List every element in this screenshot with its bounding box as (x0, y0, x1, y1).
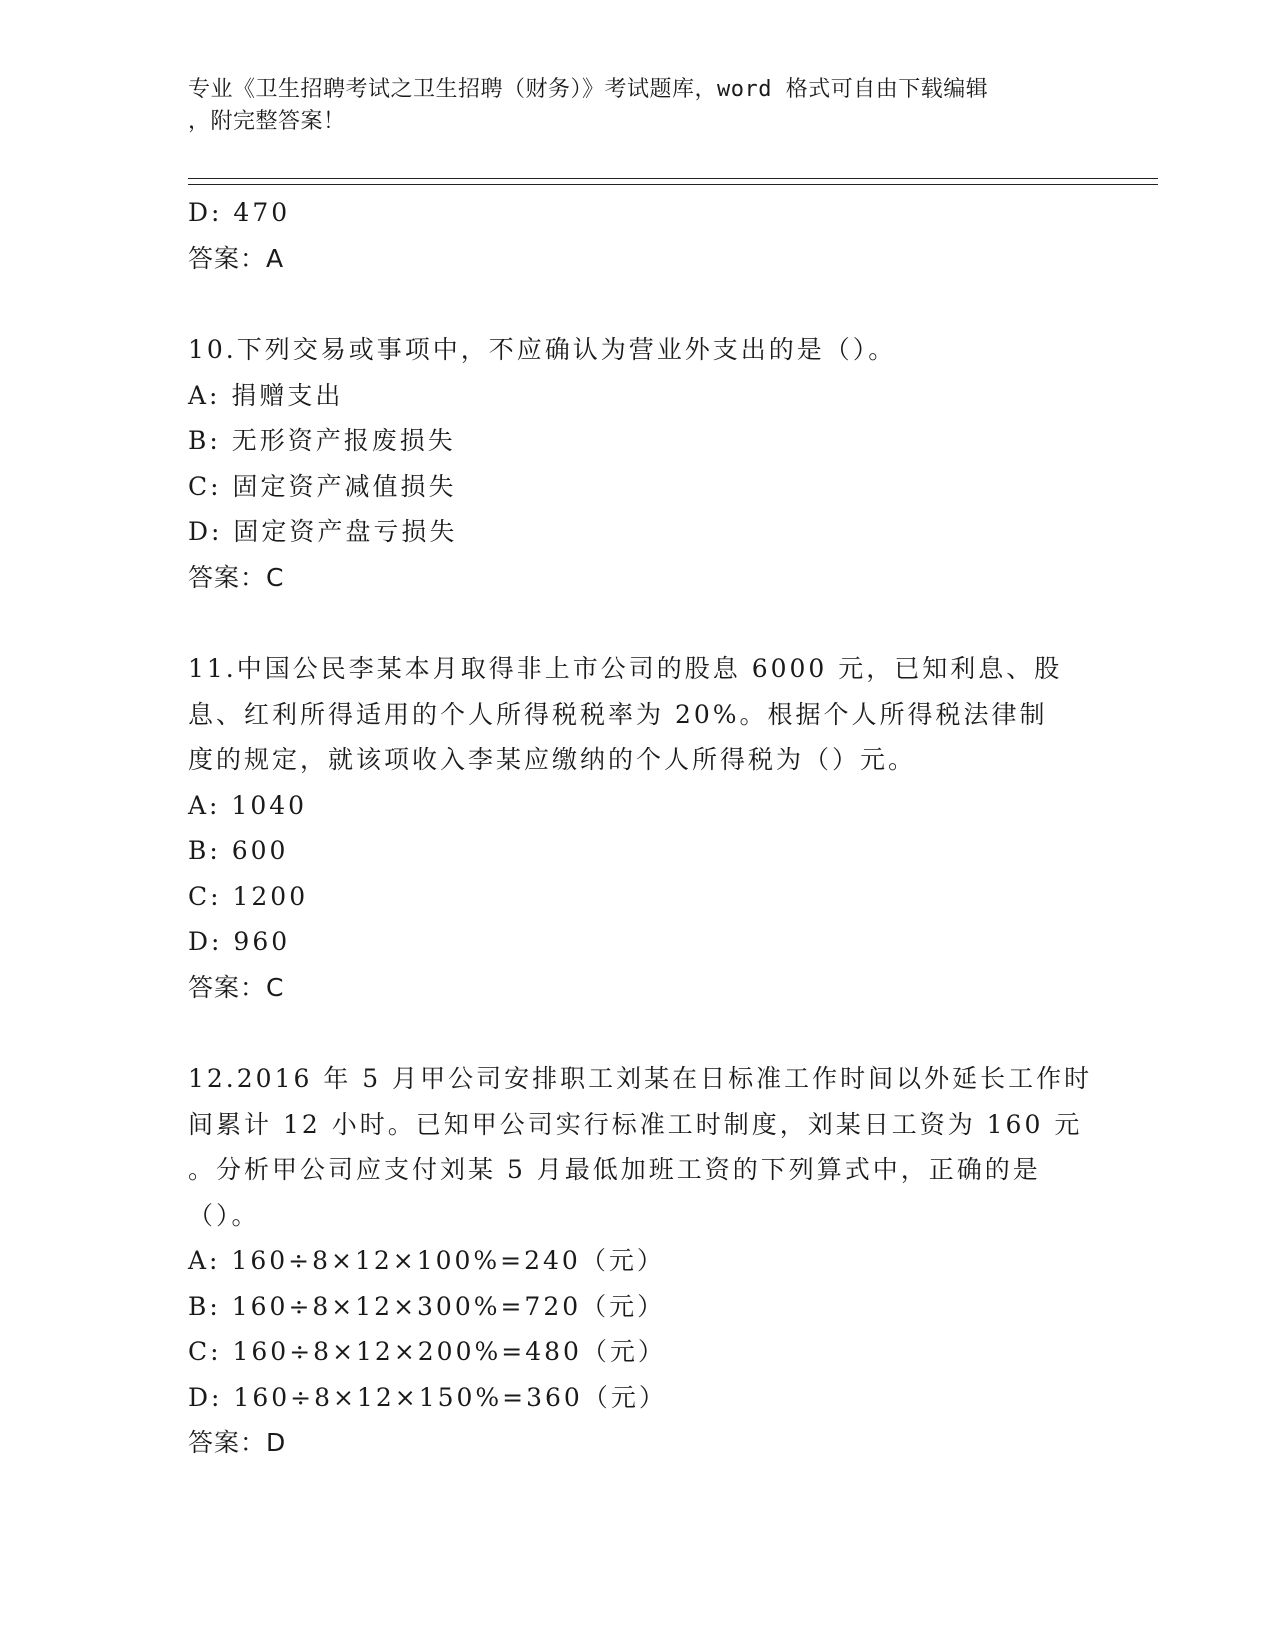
stem-line: 度的规定，就该项收入李某应缴纳的个人所得税为（）元。 (188, 745, 917, 774)
answer-line: 答案：A (188, 243, 285, 273)
page-header (188, 74, 1088, 138)
option-d: D: 470 (188, 198, 291, 227)
option-a: A: 1040 (188, 790, 308, 820)
stem-line: 。分析甲公司应支付刘某 5 月最低加班工资的下列算式中，正确的是 (188, 1155, 1041, 1184)
option-c: C: 固定资产减值损失 (188, 471, 457, 501)
spacer (188, 1010, 1088, 1056)
option-a: A: 160÷8×12×100%=240（元） (188, 1246, 665, 1275)
answer-line: 答案：D (188, 1428, 287, 1457)
stem-line: 12.2016 年 5 月甲公司安排职工刘某在日标准工作时间以外延长工作时 (188, 1064, 1093, 1093)
question-content (188, 190, 1093, 1466)
question-stem (188, 646, 1088, 783)
option-d: D: 160÷8×12×150%=360（元） (188, 1382, 667, 1412)
answer-line: 答案：C (188, 562, 285, 592)
stem-line: 11.中国公民李某本月取得非上市公司的股息 6000 元，已知利息、股 (188, 654, 1063, 683)
question-stem (188, 1056, 1093, 1238)
option-d: D: 固定资产盘亏损失 (188, 517, 458, 546)
stem-line: （）。 (188, 1200, 260, 1230)
option-b: B: 600 (188, 836, 289, 865)
stem-line: 间累计 12 小时。已知甲公司实行标准工时制度，刘某日工资为 160 元 (188, 1109, 1083, 1139)
answer-line: 答案：C (188, 972, 285, 1002)
header-title-line2: ，附完整答案！ (188, 109, 346, 134)
stem-line: 息、红利所得适用的个人所得税税率为 20%。根据个人所得税法律制 (188, 699, 1048, 729)
question-10 (188, 327, 1088, 600)
spacer (188, 281, 1088, 327)
previous-question-tail (188, 190, 1088, 281)
option-a: A: 捐赠支出 (188, 380, 344, 410)
header-divider (188, 178, 1158, 185)
question-stem: 10.下列交易或事项中，不应确认为营业外支出的是（）。 (188, 335, 897, 364)
question-11 (188, 646, 1088, 1010)
option-b: B: 无形资产报废损失 (188, 426, 456, 455)
option-c: C: 160÷8×12×200%=480（元） (188, 1337, 666, 1366)
option-c: C: 1200 (188, 881, 309, 911)
option-d: D: 960 (188, 927, 291, 956)
header-title-line1: 专业《卫生招聘考试之卫生招聘（财务）》考试题库，word 格式可自由下载编辑 (188, 77, 989, 102)
spacer (188, 600, 1088, 646)
question-12 (188, 1056, 1093, 1466)
option-b: B: 160÷8×12×300%=720（元） (188, 1291, 666, 1321)
